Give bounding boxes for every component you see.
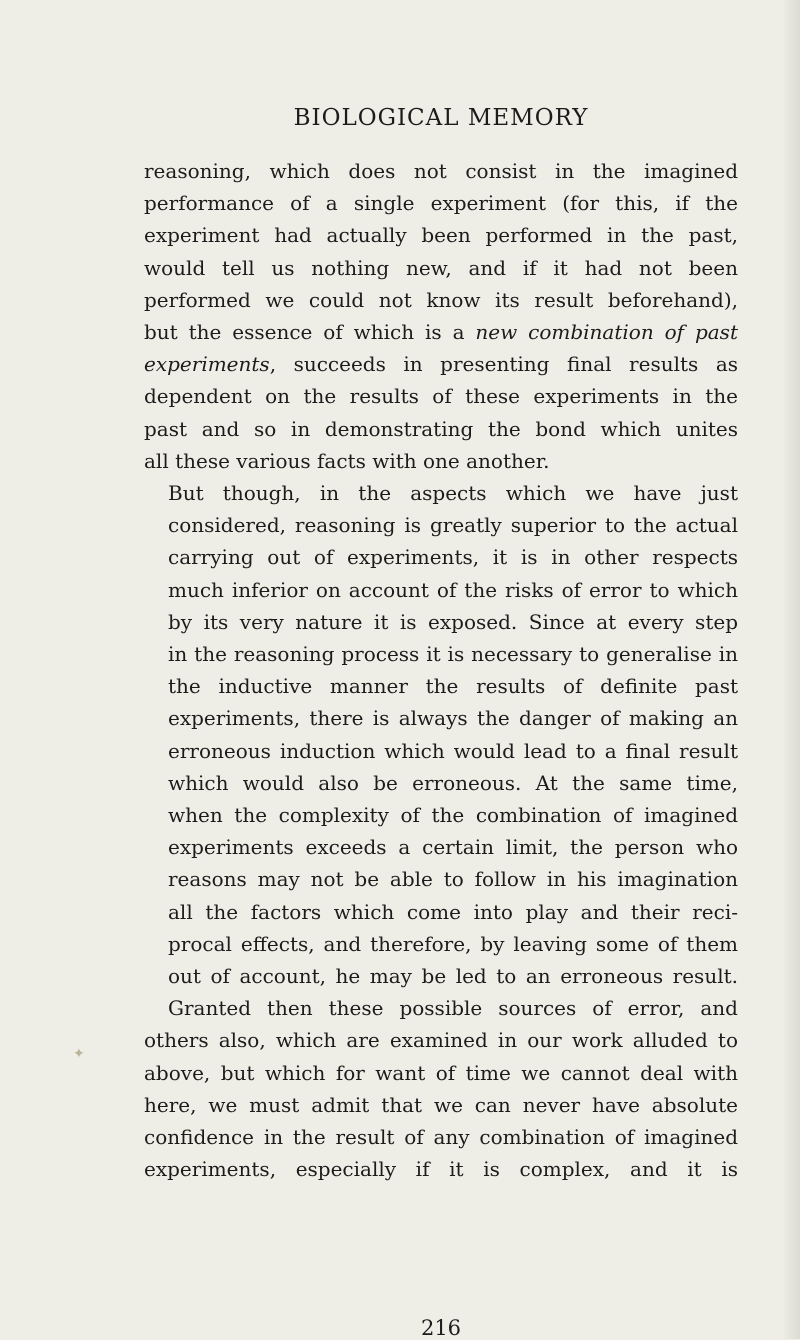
text-line: performance of a single experiment (for this, if the <box>144 191 738 216</box>
paragraph-1 <box>144 155 738 477</box>
text-line: experiment had actually been performed in the past, <box>144 223 738 248</box>
paper-stain-mark: ✦ <box>73 1046 85 1062</box>
page-edge-shadow <box>782 0 800 1339</box>
italic-phrase: experiments <box>144 352 270 377</box>
text-line: past and so in demonstrating the bond which unites <box>144 416 738 441</box>
text-line: experiments exceeds a certain limit, the person who <box>168 835 738 860</box>
text-line: by its very nature it is exposed. Since at every step <box>168 609 738 634</box>
text-line: experiments, there is always the danger of making an <box>168 706 738 731</box>
book-page <box>144 103 738 1340</box>
text-line: performed we could not know its result beforehand), <box>144 287 738 312</box>
text-line: here, we must admit that we can never have absolute <box>144 1092 738 1117</box>
running-head: BIOLOGICAL MEMORY <box>293 105 589 131</box>
page-number: 216 <box>420 1316 462 1340</box>
text-line: confidence in the result of any combination of imagined <box>144 1125 738 1150</box>
text-line: which would also be erroneous. At the same time, <box>168 770 738 795</box>
text-line: dependent on the results of these experiments in the <box>144 384 738 409</box>
text-line: above, but which for want of time we cannot deal with <box>144 1060 738 1085</box>
italic-phrase: new combination of past <box>475 320 738 345</box>
text-line: in the reasoning process it is necessary to generalise in <box>168 642 738 667</box>
text-line-with-italic: but the essence of which is a new combination of past <box>144 320 738 345</box>
text-line: considered, reasoning is greatly superior to the actual <box>168 513 738 538</box>
text-line: erroneous induction which would lead to a final result <box>168 738 738 763</box>
text-line: when the complexity of the combination of imagined <box>168 803 738 828</box>
text-line: experiments, especially if it is complex, and it is <box>144 1157 738 1182</box>
paragraph-3 <box>144 992 738 1185</box>
text-line: others also, which are examined in our work alluded to <box>144 1028 738 1053</box>
paragraph-2 <box>144 477 738 992</box>
text-line: procal effects, and therefore, by leaving some of them <box>168 931 738 956</box>
text-line: reasons may not be able to follow in his imagination <box>168 867 738 892</box>
text-line: Granted then these possible sources of error, and <box>168 996 738 1021</box>
text-line-with-italic: experiments, succeeds in presenting final results as <box>144 352 738 377</box>
text-line: much inferior on account of the risks of error to which <box>168 577 738 602</box>
text-line: all these various facts with one another. <box>144 448 550 473</box>
text-line: out of account, he may be led to an erroneous result. <box>168 964 738 989</box>
text-line: carrying out of experiments, it is in other respects <box>168 545 738 570</box>
text-line: But though, in the aspects which we have just <box>168 481 738 506</box>
text-line: would tell us nothing new, and if it had not been <box>144 255 738 280</box>
text-line: reasoning, which does not consist in the imagined <box>144 159 738 183</box>
text-line: all the factors which come into play and their reci- <box>168 899 738 924</box>
text-line: the inductive manner the results of definite past <box>168 674 738 699</box>
